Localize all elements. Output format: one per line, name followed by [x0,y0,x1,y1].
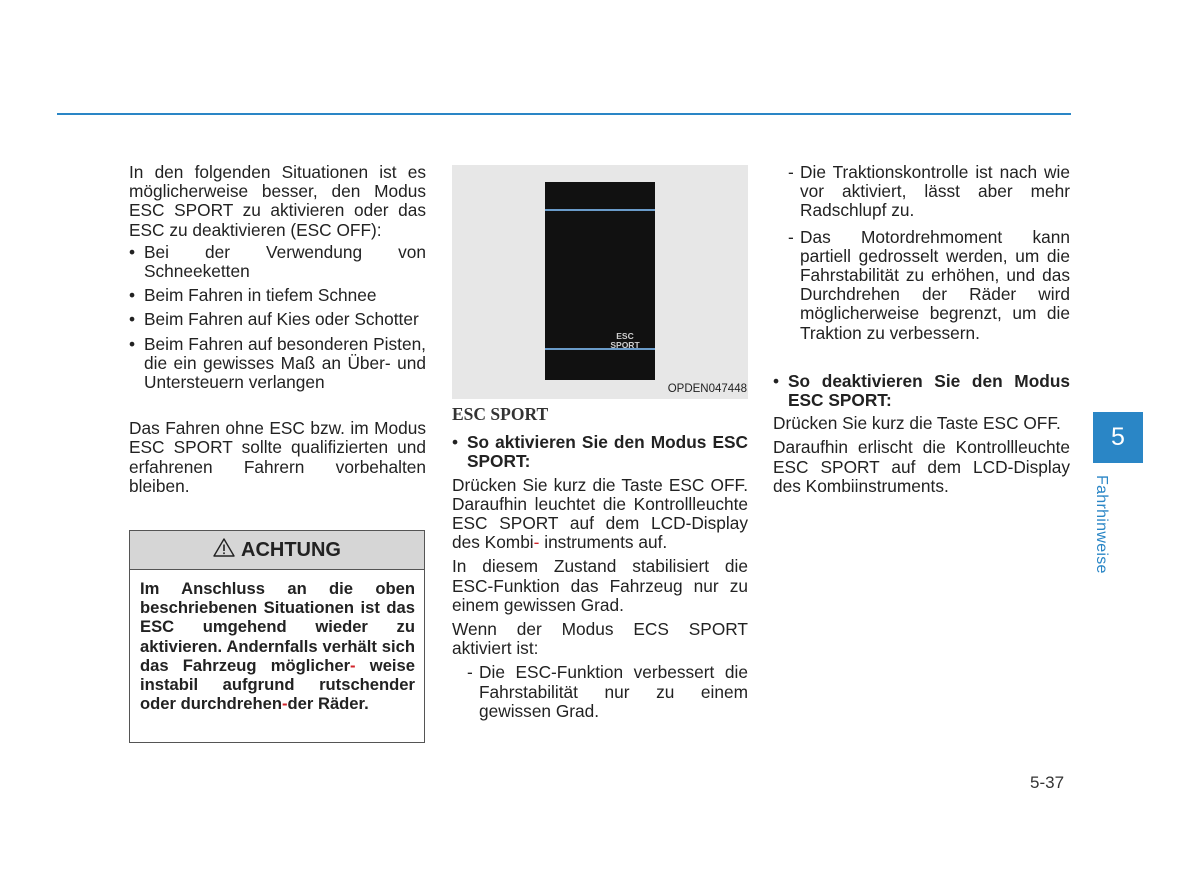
warning-title: ACHTUNG [241,538,341,561]
activate-heading: • So aktivieren Sie den Modus ESC SPORT: [452,433,748,471]
lcd-display-figure [452,165,748,399]
list-item: • Beim Fahren auf besonderen Pisten, die ein gewisses Maß an Über- und Untersteuern verlangen [129,335,426,393]
column-2 [452,405,748,726]
intro-paragraph: In den folgenden Situationen ist es möglicherweise besser, den Modus ESC SPORT zu aktivieren oder das ESC zu deaktivieren (ESC OFF): [129,162,426,240]
list-item: • Beim Fahren auf Kies oder Schotter [129,310,426,329]
effects-list-continued [773,163,1070,343]
indicator-off-paragraph: Daraufhin erlischt die Kontrollleuchte ESC SPORT auf dem LCD-Display des Kombiinstruments. [773,437,1070,496]
list-item: • Beim Fahren in tiefem Schnee [129,286,426,305]
column-3 [773,163,1070,496]
warning-text: Im Anschluss an die oben beschriebenen Situationen ist das ESC umgehend wieder zu aktivieren. Andernfalls verhält sich das Fahrzeug möglicher- weise instabil aufgrund rutschender oder durchdrehen-der Räder. [140,579,415,714]
chapter-name: Fahrhinweise [1093,475,1110,574]
warning-box [129,530,425,743]
lcd-screen [545,182,655,380]
column-1 [129,163,426,496]
section-title: ESC SPORT [452,404,549,424]
recommendation-paragraph: Das Fahren ohne ESC bzw. im Modus ESC SPORT sollte qualifizierten und erfahrenen Fahrern vorbehalten bleiben. [129,418,426,496]
list-item: • Bei der Verwendung von Schneeketten [129,243,426,281]
screen-divider [545,209,655,211]
deactivate-heading: • So deaktivieren Sie den Modus ESC SPORT: [773,372,1070,410]
page-number: 5-37 [1030,773,1065,792]
list-item: - Das Motordrehmoment kann partiell gedrosselt werden, um die Fahrstabilität zu erhöhen, und das Durchdrehen der Räder wird möglicherweise begrenzt, um die Traktion zu verbessern. [773,228,1070,343]
warning-header [130,531,424,570]
effects-list [452,663,748,721]
situation-list [129,243,426,392]
list-item: - Die ESC-Funktion verbessert die Fahrstabilität nur zu einem gewissen Grad. [452,663,748,721]
stability-paragraph: In diesem Zustand stabilisiert die ESC-Funktion das Fahrzeug nur zu einem gewissen Grad. [452,556,748,615]
list-item: - Die Traktionskontrolle ist nach wie vor aktiviert, lässt aber mehr Radschlupf zu. [773,163,1070,221]
top-rule [57,113,1071,115]
mode-active-paragraph: Wenn der Modus ECS SPORT aktiviert ist: [452,619,748,659]
warning-triangle-icon [213,538,235,562]
figure-code: OPDEN047448 [667,383,747,395]
activate-instructions: Drücken Sie kurz die Taste ESC OFF. Daraufhin leuchtet die Kontrollleuchte ESC SPORT auf dem LCD-Display des Kombi- instruments auf. [452,474,748,553]
chapter-tab: 5 [1093,412,1143,463]
esc-sport-indicator-icon: ESC SPORT [610,331,640,350]
deactivate-instructions: Drücken Sie kurz die Taste ESC OFF. [773,413,1061,434]
